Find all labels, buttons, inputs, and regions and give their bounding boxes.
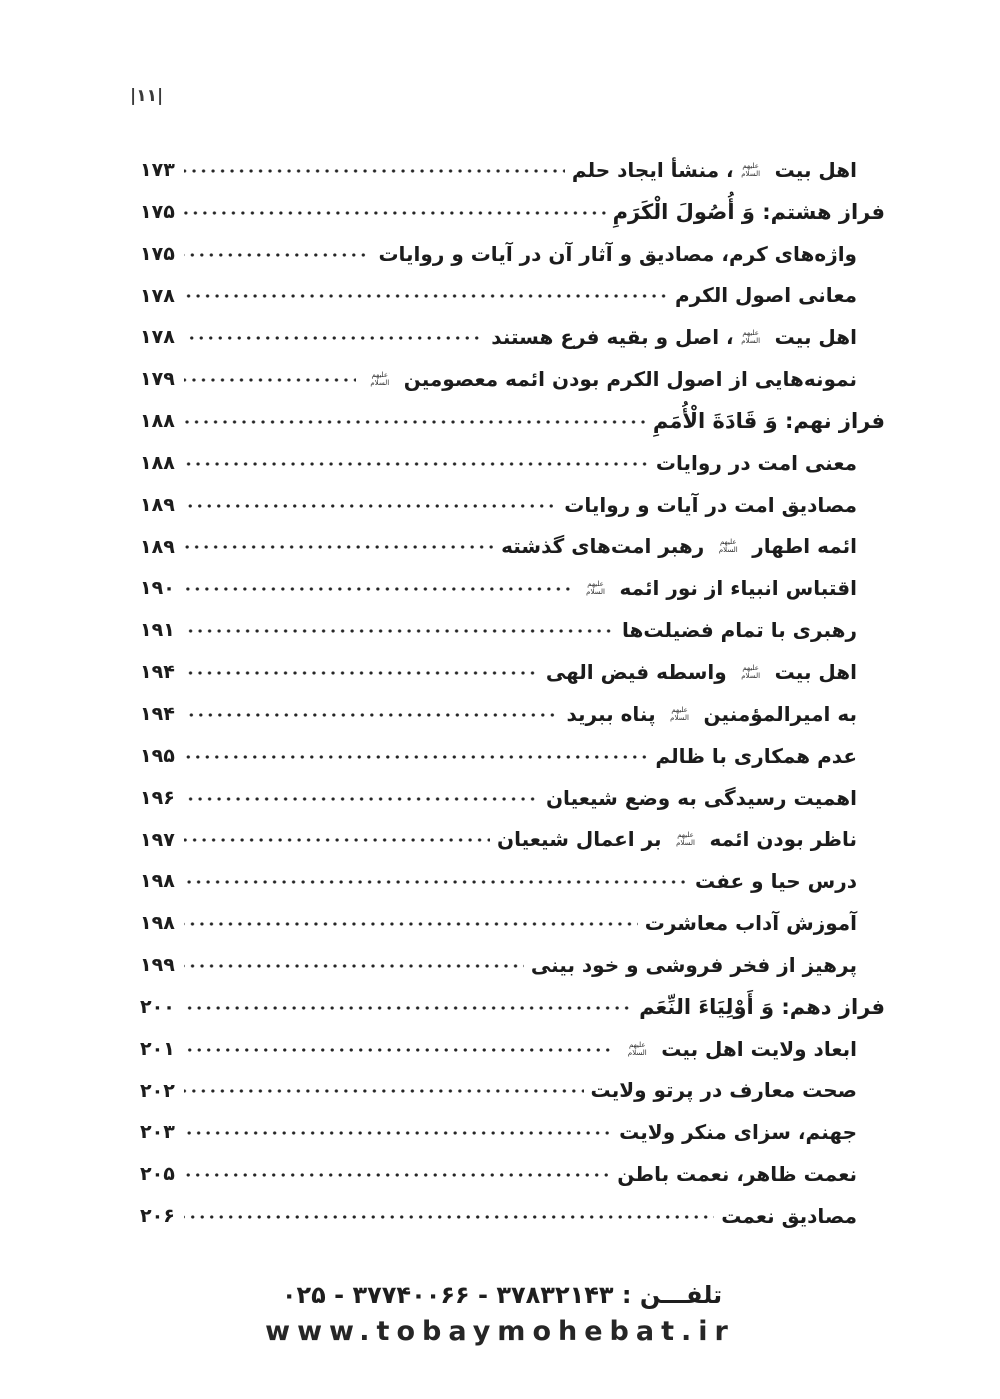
toc-entry xyxy=(140,475,885,517)
toc-entry xyxy=(140,307,885,349)
toc-entry xyxy=(140,684,885,726)
leader-dots xyxy=(184,1089,584,1093)
alayhim-salam-honorific-icon: علیهم السلام xyxy=(586,580,605,597)
toc-section-header xyxy=(140,391,885,433)
entry-title: آموزش آداب معاشرت xyxy=(644,911,857,936)
entry-page-number: ۱۹۴ xyxy=(140,703,175,726)
leader-dots xyxy=(184,880,688,884)
entry-page-number: ۱۹۸ xyxy=(140,870,175,893)
entry-title: ابعاد ولایت اهل بیت علیهم السلام xyxy=(620,1038,857,1061)
entry-title: درس حیا و عفت xyxy=(694,869,857,894)
entry-title: ائمه اطهار علیهم السلام رهبر امت‌های گذشته xyxy=(501,534,857,559)
toc-entry xyxy=(140,893,885,935)
toc-entry xyxy=(140,642,885,684)
website-url: www.tobaymohebat.ir xyxy=(265,1316,735,1347)
leader-dots xyxy=(184,504,557,508)
entry-page-number: ۲۰۱ xyxy=(140,1037,175,1060)
toc-entry xyxy=(140,1144,885,1186)
alayhim-salam-honorific-icon: علیهم السلام xyxy=(718,538,738,555)
entry-page-number: ۲۰۶ xyxy=(140,1205,175,1228)
phone-label: تلفـــن : xyxy=(621,1281,723,1309)
entry-title: نعمت ظاهر، نعمت باطن xyxy=(617,1162,857,1187)
alayhim-salam-honorific-icon: علیهم السلام xyxy=(741,663,761,680)
toc-entry xyxy=(140,1102,885,1144)
entry-page-number: ۱۸۹ xyxy=(140,493,175,516)
toc-list xyxy=(140,140,885,1228)
entry-page-number: ۱۷۵ xyxy=(140,242,175,265)
leader-dots xyxy=(184,755,649,759)
toc-section-header xyxy=(140,977,885,1019)
entry-title: فراز نهم: وَ قَادَةَ الْأُمَمِ xyxy=(652,408,885,433)
entry-title: اهل بیت علیهم السلام، منشأ ایجاد حلم xyxy=(571,157,857,182)
leader-dots xyxy=(184,294,668,298)
phone-line xyxy=(0,1281,1000,1309)
entry-title: جهنم، سزای منکر ولایت xyxy=(619,1120,857,1145)
entry-page-number: ۱۹۴ xyxy=(140,661,175,684)
toc-entry xyxy=(140,726,885,768)
toc-section-header xyxy=(140,182,885,224)
entry-title: واژه‌های کرم، مصادیق و آثار آن در آیات و روایات xyxy=(378,241,857,266)
entry-title: فراز دهم: وَ أَوْلِیَاءَ النِّعَم xyxy=(639,994,885,1019)
leader-dots xyxy=(184,462,649,466)
leader-dots xyxy=(184,211,606,215)
entry-title: مصادیق امت در آیات و روایات xyxy=(564,492,857,517)
leader-dots xyxy=(184,587,572,591)
leader-dots xyxy=(184,169,565,173)
leader-dots xyxy=(184,378,356,382)
leader-dots xyxy=(184,629,615,633)
leader-dots xyxy=(184,838,490,842)
folio-page-number: |۱۱| xyxy=(130,86,164,106)
toc-entry xyxy=(140,224,885,266)
entry-title: فراز هشتم: وَ أُصُولَ الْکَرَمِ xyxy=(612,199,885,224)
toc-entry xyxy=(140,600,885,642)
entry-title: نمونه‌هایی از اصول الکرم بودن ائمه معصومین علیهم السلام xyxy=(363,368,857,391)
entry-page-number: ۲۰۳ xyxy=(140,1121,175,1144)
entry-title: معانی اصول الکرم xyxy=(674,283,857,308)
toc-entry xyxy=(140,266,885,308)
alayhim-salam-honorific-icon: علیهم السلام xyxy=(370,371,390,388)
entry-page-number: ۱۷۸ xyxy=(140,326,175,349)
leader-dots xyxy=(184,1131,612,1135)
toc-entry xyxy=(140,1019,885,1061)
entry-page-number: ۲۰۲ xyxy=(140,1079,175,1102)
entry-title: مصادیق نعمت xyxy=(721,1203,857,1228)
leader-dots xyxy=(184,1048,613,1052)
leader-dots xyxy=(184,420,646,424)
entry-page-number: ۱۸۹ xyxy=(140,535,175,558)
entry-title: اقتباس انبیاء از نور ائمه علیهم السلام xyxy=(579,577,857,600)
entry-title: به امیرالمؤمنین علیهم السلام پناه ببرید xyxy=(566,701,857,726)
entry-page-number: ۱۹۷ xyxy=(140,828,175,851)
entry-page-number: ۱۷۹ xyxy=(140,368,175,391)
leader-dots xyxy=(184,671,539,675)
toc-entry xyxy=(140,810,885,852)
entry-title: پرهیز از فخر فروشی و خود بینی xyxy=(530,952,857,977)
entry-page-number: ۱۹۵ xyxy=(140,744,175,767)
entry-page-number: ۱۸۸ xyxy=(140,451,175,474)
leader-dots xyxy=(184,1215,714,1219)
leader-dots xyxy=(184,964,524,968)
entry-title: ناظر بودن ائمه علیهم السلام بر اعمال شیعیان xyxy=(497,827,857,852)
alayhim-salam-honorific-icon: علیهم السلام xyxy=(741,161,761,178)
alayhim-salam-honorific-icon: علیهم السلام xyxy=(670,705,689,722)
alayhim-salam-honorific-icon: علیهم السلام xyxy=(741,329,761,346)
entry-page-number: ۱۹۶ xyxy=(140,786,175,809)
entry-title: اهل بیت علیهم السلام، اصل و بقیه فرع هستند xyxy=(491,325,857,350)
leader-dots xyxy=(184,253,372,257)
entry-title: اهمیت رسیدگی به وضع شیعیان xyxy=(545,785,857,810)
leader-dots xyxy=(184,1006,632,1010)
leader-dots xyxy=(184,336,484,340)
entry-page-number: ۱۷۵ xyxy=(140,200,175,223)
toc-entry xyxy=(140,768,885,810)
entry-title: رهبری با تمام فضیلت‌ها xyxy=(622,618,857,643)
toc-entry xyxy=(140,851,885,893)
entry-page-number: ۱۹۹ xyxy=(140,954,175,977)
leader-dots xyxy=(184,922,638,926)
entry-page-number: ۱۹۸ xyxy=(140,912,175,935)
toc-entry xyxy=(140,1061,885,1103)
toc-entry xyxy=(140,517,885,559)
leader-dots xyxy=(184,1173,610,1177)
entry-page-number: ۲۰۰ xyxy=(140,995,175,1018)
entry-title: صحت معارف در پرتو ولایت xyxy=(590,1078,857,1103)
entry-page-number: ۲۰۵ xyxy=(140,1163,175,1186)
entry-page-number: ۱۹۰ xyxy=(140,577,175,600)
entry-page-number: ۱۹۱ xyxy=(140,619,175,642)
toc-entry xyxy=(140,558,885,600)
entry-page-number: ۱۷۸ xyxy=(140,284,175,307)
leader-dots xyxy=(184,713,560,717)
entry-title: اهل بیت علیهم السلام واسطه فیض الهی xyxy=(545,659,857,684)
toc-entry xyxy=(140,140,885,182)
entry-page-number: ۱۸۸ xyxy=(140,410,175,433)
toc-entry xyxy=(140,1186,885,1228)
toc-entry xyxy=(140,349,885,391)
entry-title: عدم همکاری با ظالم xyxy=(655,743,857,768)
publisher-footer xyxy=(0,1281,1000,1347)
toc-entry xyxy=(140,935,885,977)
leader-dots xyxy=(184,797,539,801)
toc-entry xyxy=(140,433,885,475)
alayhim-salam-honorific-icon: علیهم السلام xyxy=(627,1040,647,1057)
leader-dots xyxy=(184,545,494,549)
entry-title: معنی امت در روایات xyxy=(655,450,857,475)
entry-page-number: ۱۷۳ xyxy=(140,159,175,182)
alayhim-salam-honorific-icon: علیهم السلام xyxy=(676,831,695,848)
phone-numbers: ۳۷۸۳۲۱۴۳ - ۳۷۷۴۰۰۶۶ - ۰۲۵ xyxy=(281,1281,614,1309)
